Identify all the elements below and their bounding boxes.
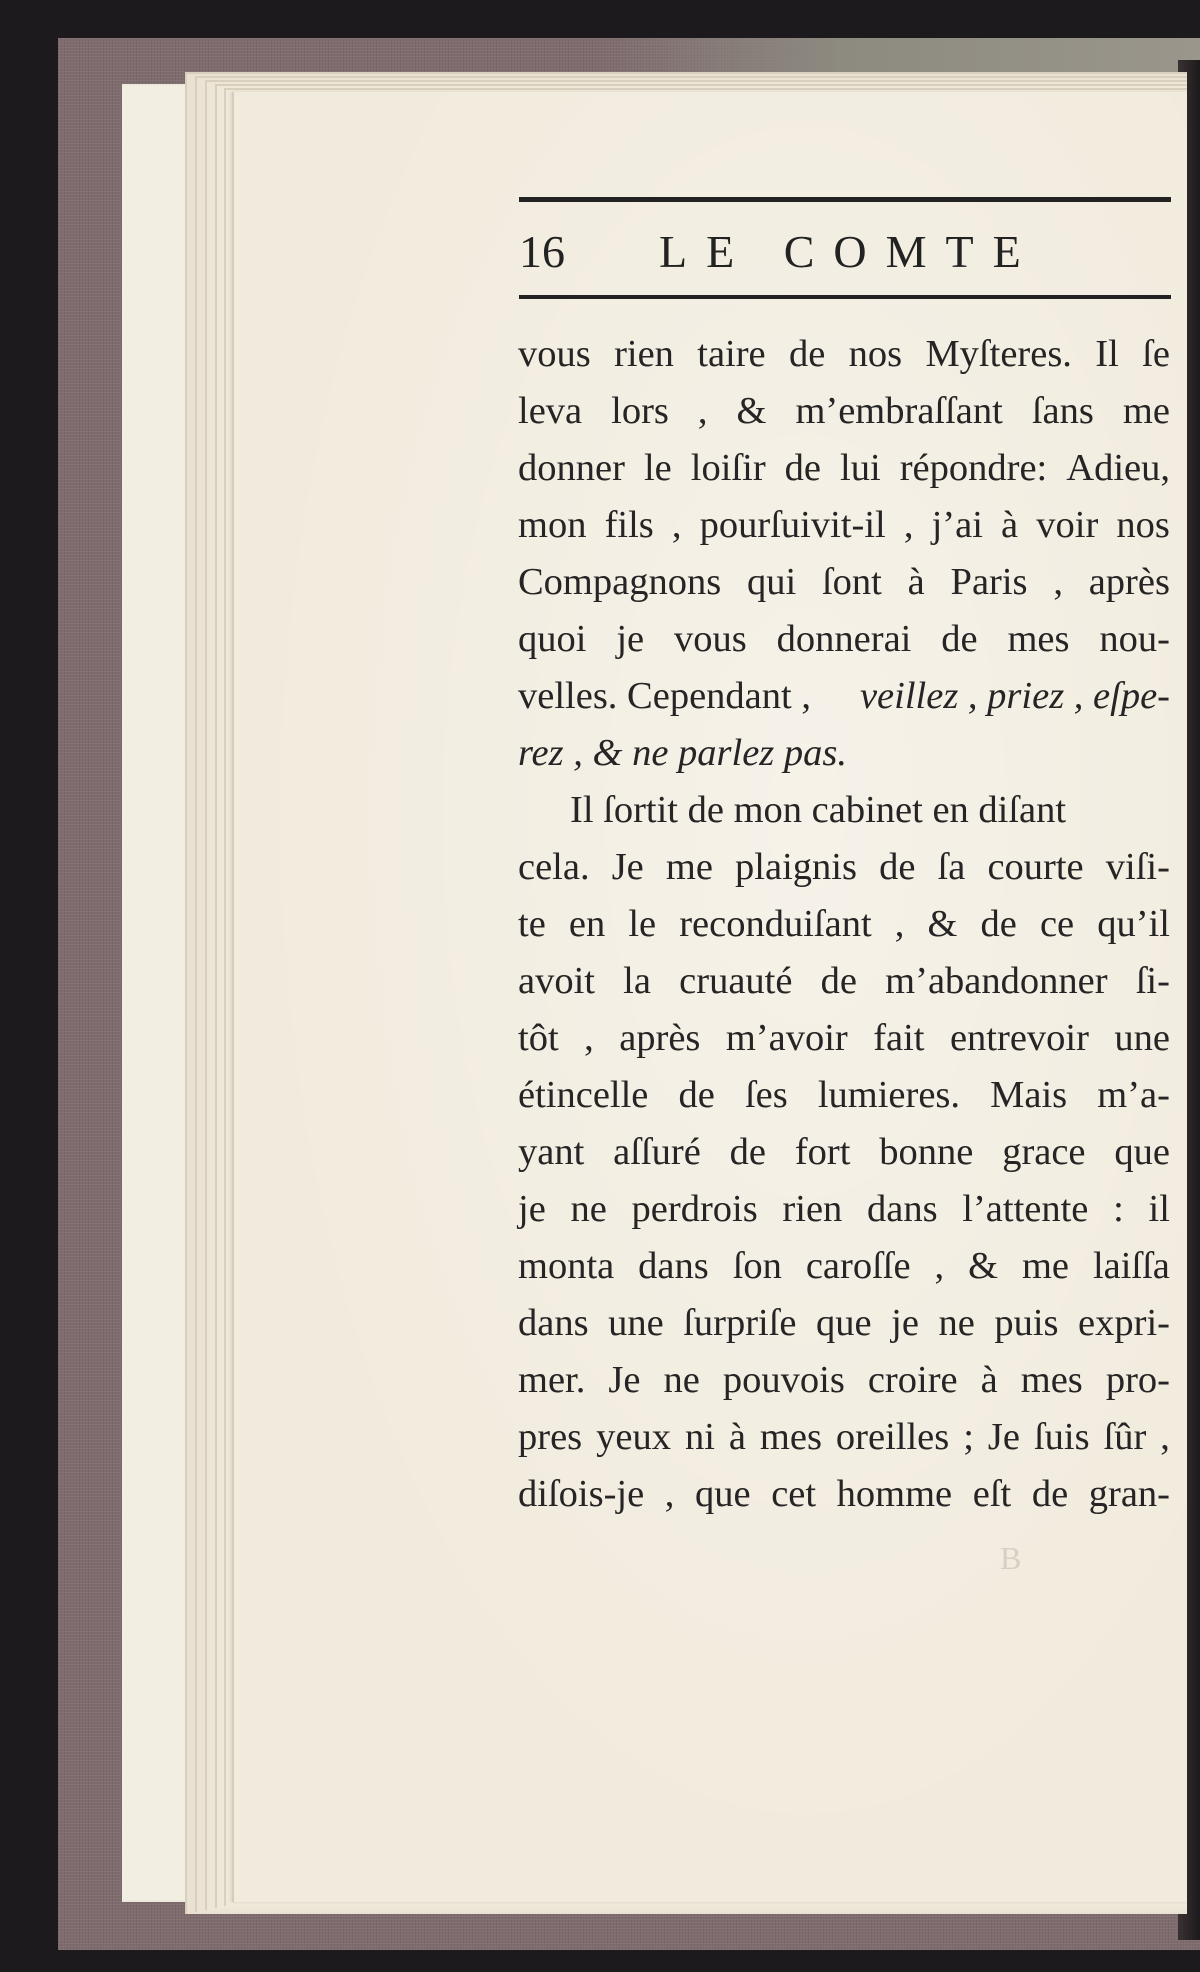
text-line: te en le reconduiſant , & de ce qu’il [518, 903, 1170, 945]
italic-segment: veillez , priez , eſpe- [859, 675, 1170, 717]
text-line: donner le loiſir de lui répondre: Adieu, [518, 447, 1170, 489]
text-segment: velles. Cependant , [518, 675, 811, 717]
text-line: dans une ſurpriſe que je ne puis expri- [518, 1302, 1170, 1344]
text-line: vous rien taire de nos Myſteres. Il ſe [518, 333, 1170, 375]
text-line: yant aſſuré de fort bonne grace que [518, 1131, 1170, 1173]
body-text [518, 326, 1170, 1523]
running-head: LE COMTE [659, 226, 1040, 277]
text-line: avoit la cruauté de m’abandonner ſi- [518, 960, 1170, 1002]
paragraph-start: Il ſortit de mon cabinet en diſant [570, 789, 1067, 831]
text-line: mer. Je ne pouvois croire à mes pro- [518, 1359, 1170, 1401]
header-rule-bottom [519, 295, 1171, 299]
page-number: 16 [519, 226, 565, 277]
text-line: diſois-je , que cet homme eſt de gran- [518, 1473, 1170, 1515]
page-header [519, 220, 1171, 284]
text-line-mixed [518, 668, 1170, 725]
text-line: étincelle de ſes lumieres. Mais m’a- [518, 1074, 1170, 1116]
text-line: cela. Je me plaignis de ſa courte viſi- [518, 846, 1170, 888]
text-line: Compagnons qui ſont à Paris , après [518, 561, 1170, 603]
text-line: quoi je vous donnerai de mes nou- [518, 618, 1170, 660]
show-through-signature: B [1000, 1540, 1022, 1576]
text-line: monta dans ſon caroſſe , & me laiſſa [518, 1245, 1170, 1287]
text-line: leva lors , & m’embraſſant ſans me [518, 390, 1170, 432]
header-rule-top [519, 197, 1171, 202]
text-line: pres yeux ni à mes oreilles ; Je ſuis ſûr , [518, 1416, 1170, 1458]
text-line: je ne perdrois rien dans l’attente : il [518, 1188, 1170, 1230]
text-line: rez , & ne parlez pas. [518, 732, 848, 774]
text-line: mon fils , pourſuivit-il , j’ai à voir nos [518, 504, 1170, 546]
text-line: tôt , après m’avoir fait entrevoir une [518, 1017, 1170, 1059]
